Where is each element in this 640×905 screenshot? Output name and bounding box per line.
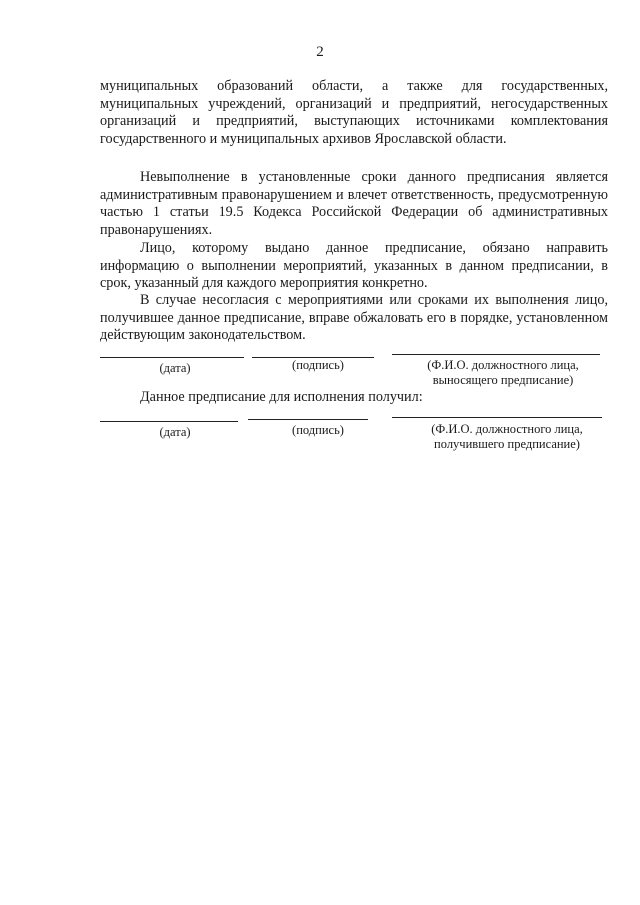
- name-label-line2: выносящего предписание): [432, 373, 574, 387]
- received-text: Данное предписание для исполнения получил:: [140, 389, 423, 405]
- name-label: [408, 358, 598, 388]
- name-label-line1: (Ф.И.О. должностного лица,: [427, 358, 579, 372]
- paragraph-text: Лицо, которому выдано данное предписание, обязано направить информацию о выполнении мероприятий, указанных в данном предписании, в срок, указанный для каждого мероприятия конкретно.: [100, 240, 608, 292]
- name-label-line2: получившего предписание): [434, 437, 580, 451]
- date-label: (дата): [159, 425, 191, 439]
- paragraph-reporting: [100, 240, 608, 293]
- signature-label: (подпись): [292, 358, 344, 372]
- date-line: [100, 357, 244, 358]
- name-line: [392, 417, 602, 418]
- date-label: (дата): [159, 361, 191, 375]
- date-line: [100, 421, 238, 422]
- name-line: [392, 354, 600, 355]
- paragraph-text: Невыполнение в установленные сроки данного предписания является административным правонарушением и влечет ответственность, предусмотренную частью 1 статьи 19.5 Кодекса Российской Федерации об административных правонарушениях.: [100, 169, 608, 238]
- paragraph-text: муниципальных образований области, а также для государственных, муниципальных учреждений, организаций и предприятий, негосударственных организаций и предприятий, выступающих источниками комплектования государственного и муниципальных архивов Ярославской области.: [100, 78, 608, 147]
- paragraph-continuation: [100, 78, 608, 148]
- name-label-line1: (Ф.И.О. должностного лица,: [431, 422, 583, 436]
- paragraph-appeal: [100, 292, 608, 345]
- signature-line: [248, 419, 368, 420]
- paragraph-text: В случае несогласия с мероприятиями или сроками их выполнения лицо, получившее данное предписание, вправе обжаловать его в порядке, установленном действующим законодательством.: [100, 292, 608, 344]
- page-number: 2: [316, 44, 324, 60]
- name-label: [412, 422, 602, 452]
- signature-label: (подпись): [292, 423, 344, 437]
- paragraph-liability: [100, 169, 608, 239]
